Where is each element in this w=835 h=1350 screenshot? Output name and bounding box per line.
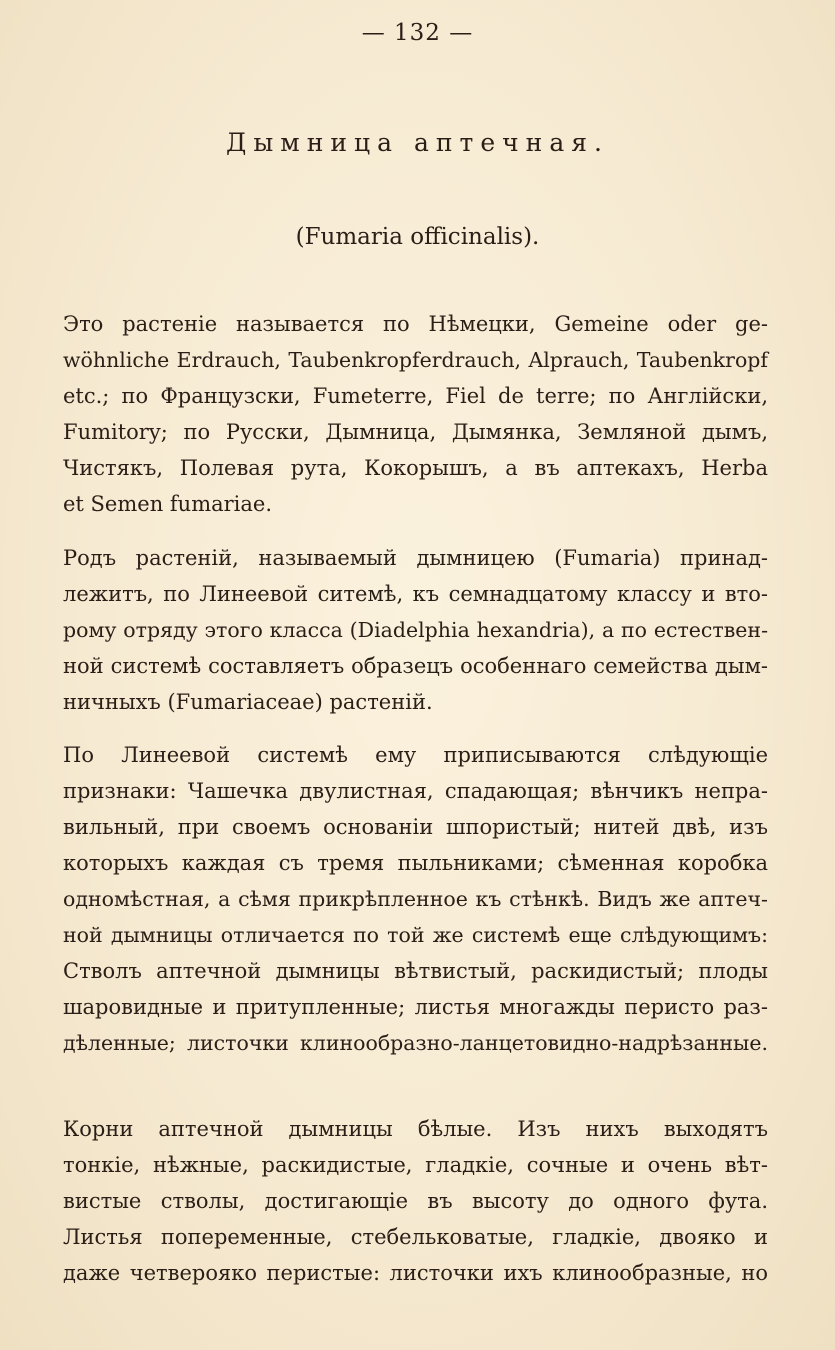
latin-subtitle: (Fumaria officinalis). <box>295 224 540 250</box>
text-line: et Semen fumariae. <box>63 492 273 516</box>
text-line: По Линеевой системѣ ему приписываются слѣдующіе <box>63 743 768 767</box>
text-line: Родъ растеній, называемый дымницею (Fumaria) принад- <box>63 546 768 570</box>
text-line: ной системѣ составляетъ образецъ особеннаго семейства дым- <box>63 654 768 678</box>
text-line: ной дымницы отличается по той же системѣ еще слѣдующимъ: <box>63 923 768 947</box>
text-line: тонкіе, нѣжные, раскидистые, гладкіе, сочные и очень вѣт- <box>63 1153 768 1177</box>
text-line: рому отряду этого класса (Diadelphia hexandria), а по естествен- <box>63 618 768 642</box>
paragraph-4 <box>63 1111 768 1291</box>
text-line: вистые стволы, достигающіе въ высоту до одного фута. <box>63 1189 768 1213</box>
text-line: Чистякъ, Полевая рута, Кокорышъ, а въ аптекахъ, Herba <box>63 456 768 480</box>
paragraph-2 <box>63 540 768 720</box>
text-line: Корни аптечной дымницы бѣлые. Изъ нихъ выходятъ <box>63 1117 768 1141</box>
text-line: дѣленные; листочки клинообразно-ланцетовидно-надрѣзанные. <box>63 1031 768 1055</box>
text-line: даже четвероякo перистые: листочки ихъ клинообразные, но <box>63 1261 768 1285</box>
text-line: ничныхъ (Fumariaceae) растеній. <box>63 690 433 714</box>
text-line: Листья попеременные, стебельковатые, гладкіе, двояко и <box>63 1225 768 1249</box>
text-line: одномѣстная, а сѣмя прикрѣпленное къ стѣнкѣ. Видъ же аптеч- <box>63 887 768 911</box>
text-line: Fumitory; по Русски, Дымница, Дымянка, Земляной дымъ, <box>63 420 768 444</box>
text-line: которыхъ каждая съ тремя пыльниками; сѣменная коробка <box>63 851 768 875</box>
page-number: — 132 — <box>361 20 474 46</box>
paragraph-1 <box>63 306 768 522</box>
text-line: wöhnliche Erdrauch, Taubenkropferdrauch, Alprauch, Taubenkropf <box>63 348 768 372</box>
text-line: шаровидные и притупленные; листья многажды перисто раз- <box>63 995 768 1019</box>
text-line: Это растеніе называется по Нѣмецки, Gemeine oder ge- <box>63 312 768 336</box>
paragraph-3 <box>63 737 768 1061</box>
text-line: etc.; по Французски, Fumeterre, Fiel de terre; по Англійски, <box>63 384 768 408</box>
text-line: вильный, при своемъ основаніи шпористый; нитей двѣ, изъ <box>63 815 768 839</box>
text-line: Стволъ аптечной дымницы вѣтвистый, раскидистый; плоды <box>63 959 768 983</box>
text-line: признаки: Чашечка двулистная, спадающая; вѣнчикъ непра- <box>63 779 768 803</box>
page-title: Дымница аптечная. <box>226 128 609 157</box>
text-line: лежитъ, по Линеевой ситемѣ, къ семнадцатому классу и вто- <box>63 582 768 606</box>
